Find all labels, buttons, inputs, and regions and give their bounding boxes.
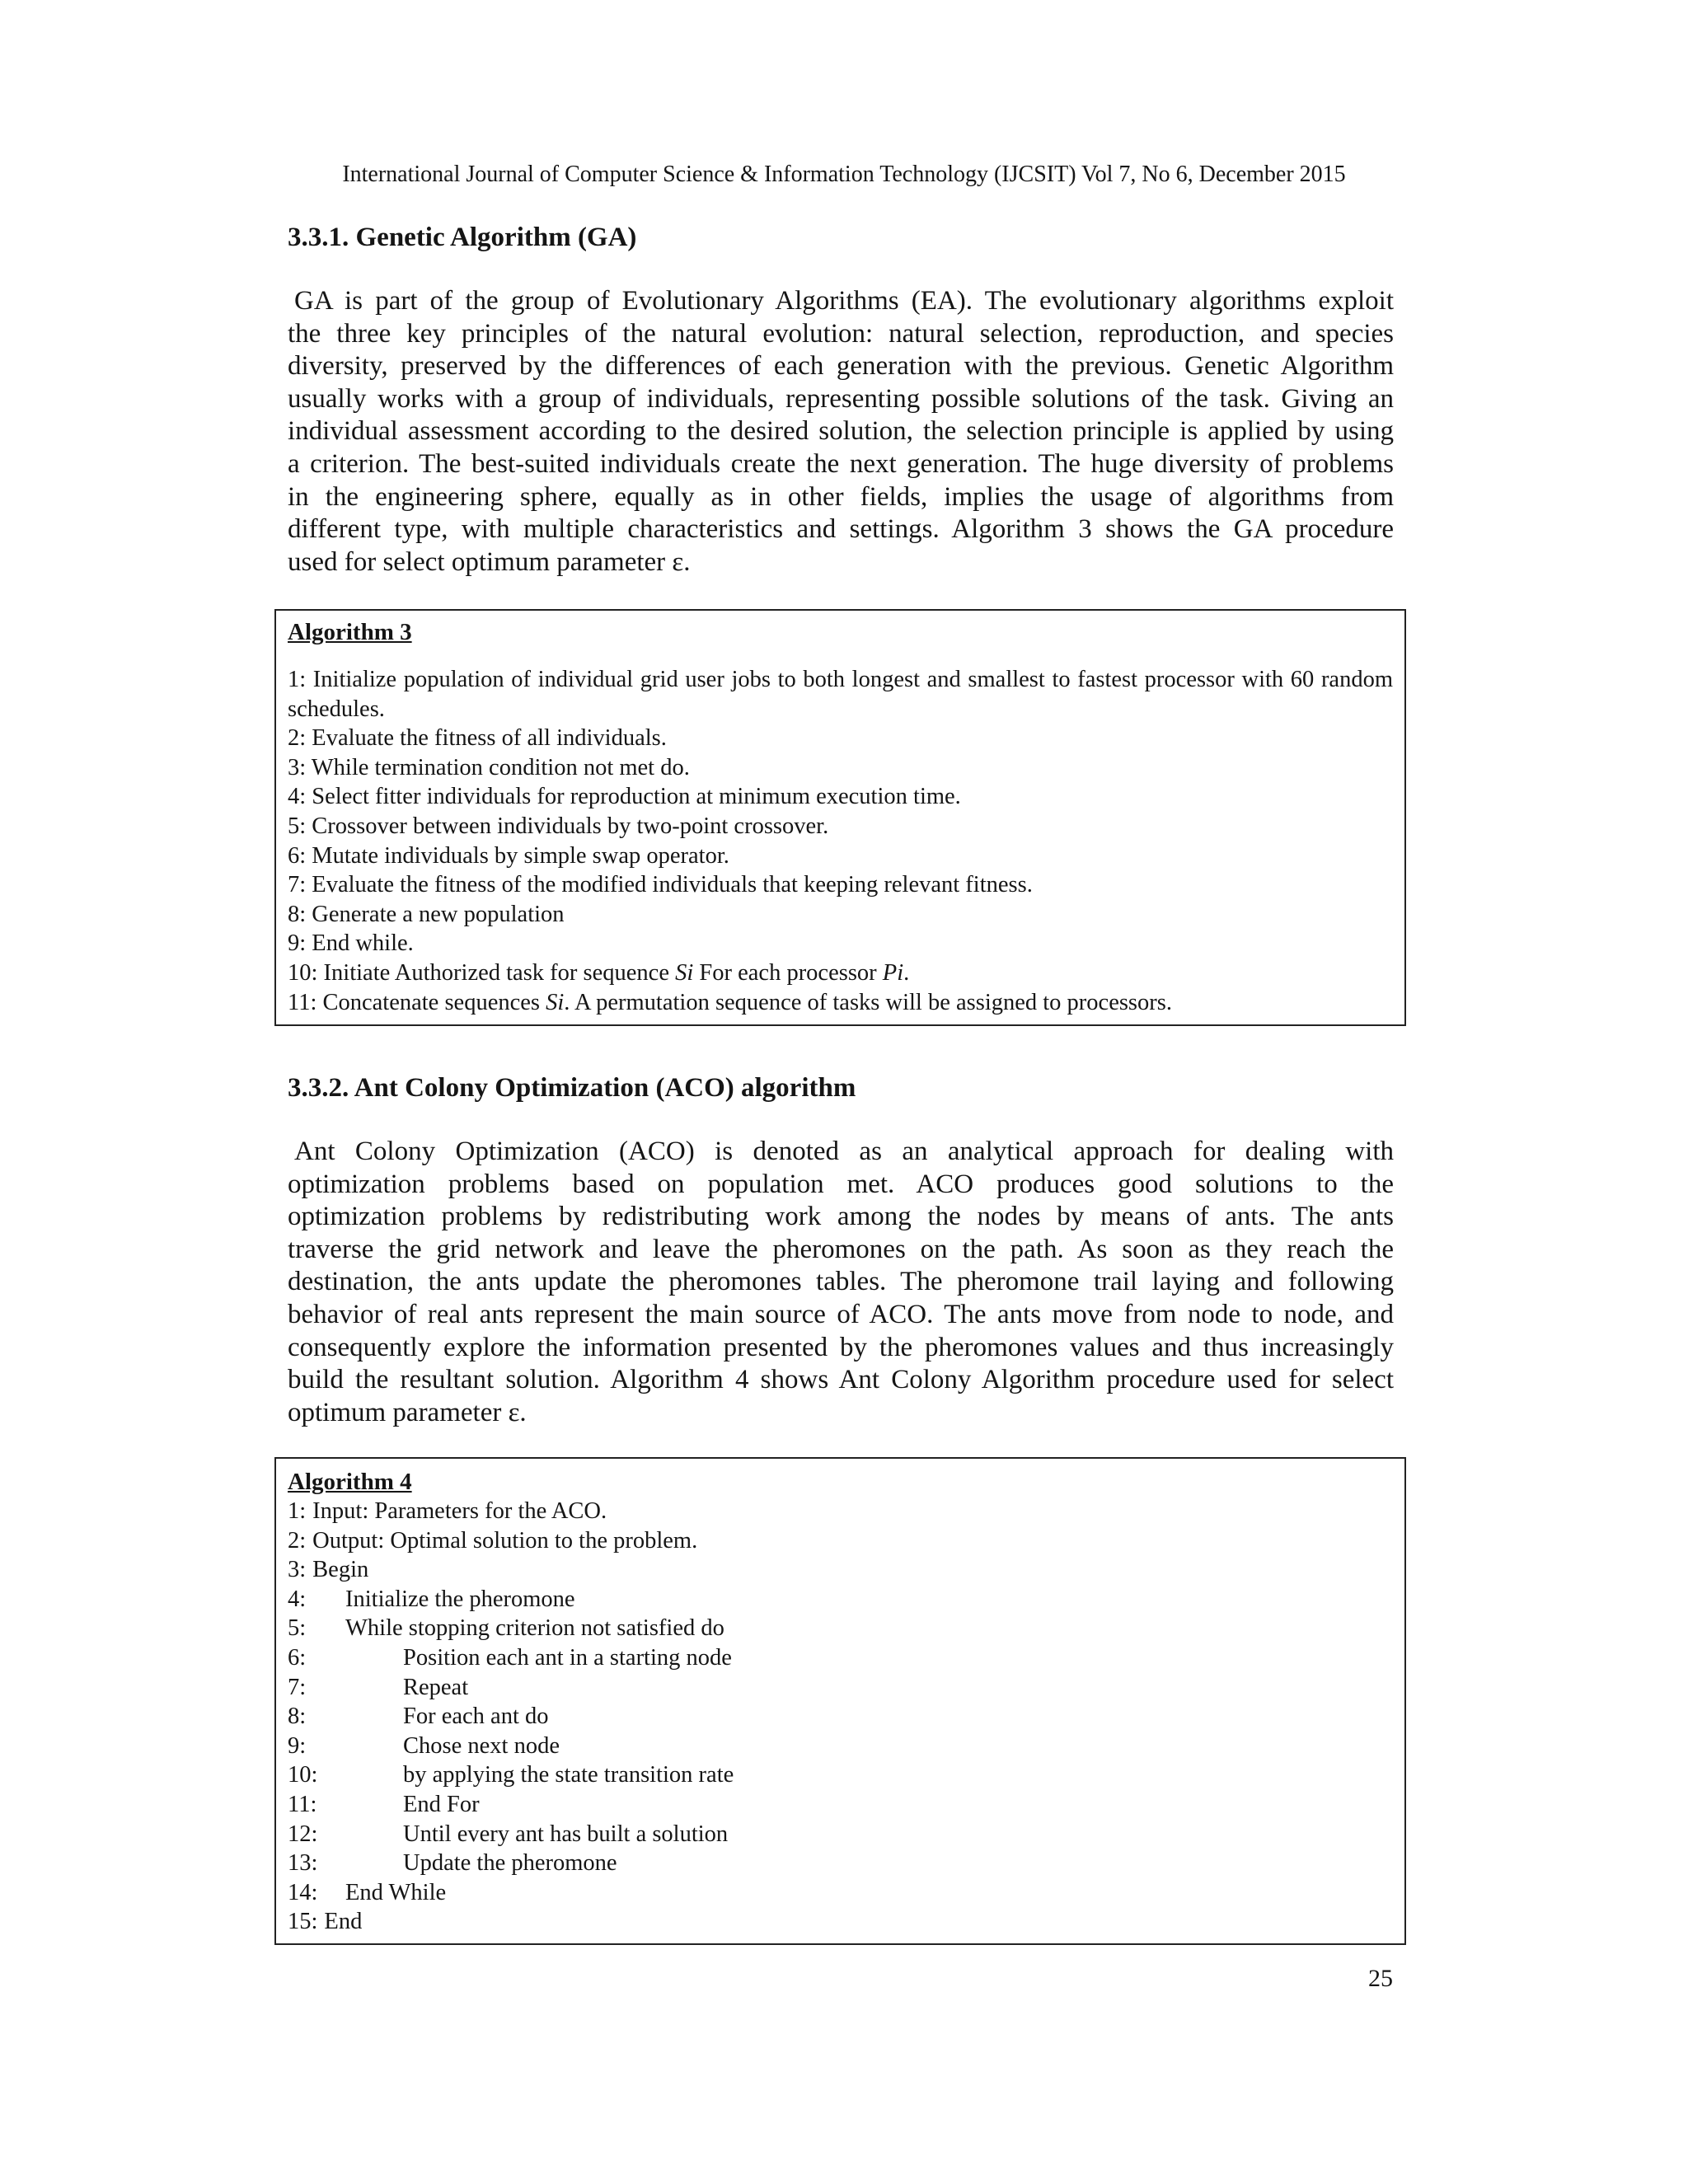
algorithm-3-title: Algorithm 3 (288, 619, 412, 645)
algorithm-3-step: 7: Evaluate the fitness of the modified individuals that keeping relevant fitness. (288, 872, 1033, 898)
paragraph-line: different type, with multiple characteristics and settings. Algorithm 3 shows the GA procedure (288, 514, 1394, 545)
paragraph-line: traverse the grid network and leave the pheromones on the path. As soon as they reach the (288, 1234, 1394, 1264)
step-number: 6: (288, 1644, 307, 1671)
paragraph-line: individual assessment according to the desired solution, the selection principle is applied by using (288, 416, 1394, 447)
step-text: Chose next node (403, 1732, 560, 1759)
algorithm-3-step: 4: Select fitter individuals for reproduction at minimum execution time. (288, 784, 961, 810)
step-text: Position each ant in a starting node (403, 1644, 732, 1671)
paragraph-line: used for select optimum parameter ε. (288, 546, 691, 577)
algorithm-4-step (288, 1526, 1393, 1556)
algorithm-4-step (288, 1878, 1393, 1908)
paragraph-line: consequently explore the information presented by the pheromones values and thus increasingly (288, 1332, 1394, 1362)
algorithm-4-title: Algorithm 4 (288, 1469, 412, 1495)
paragraph-line: usually works with a group of individuals, representing possible solutions of the task. Giving an (288, 383, 1394, 414)
algorithm-4-step (288, 1760, 1393, 1790)
step-text: End While (345, 1879, 447, 1905)
algorithm-4-step (288, 1555, 1393, 1585)
step-number: 7: (288, 1674, 307, 1700)
step-number: 13: (288, 1850, 318, 1877)
step-text: Update the pheromone (403, 1850, 617, 1877)
step-number: 8: (288, 1704, 307, 1730)
step-text: Initialize the pheromone (345, 1586, 575, 1612)
step-number: 3: (288, 1557, 307, 1583)
page-number: 25 (1368, 1965, 1393, 1992)
section-title-aco: 3.3.2. Ant Colony Optimization (ACO) algorithm (288, 1073, 856, 1103)
step-number: 4: (288, 1586, 307, 1612)
algorithm-3-step: 6: Mutate individuals by simple swap operator. (288, 842, 729, 869)
section-title-ga: 3.3.1. Genetic Algorithm (GA) (288, 223, 637, 252)
algorithm-4-step (288, 1820, 1393, 1849)
step-text: While stopping criterion not satisfied do (345, 1615, 724, 1642)
paragraph-line: in the engineering sphere, equally as in other fields, implies the usage of algorithms from (288, 481, 1394, 512)
step-number: 1: (288, 1498, 307, 1524)
algorithm-4-step (288, 1585, 1393, 1615)
paragraph-line: optimization problems based on population met. ACO produces good solutions to the (288, 1169, 1394, 1199)
algorithm-3-step: 8: Generate a new population (288, 901, 565, 927)
paragraph-line: diversity, preserved by the differences of each generation with the previous. Genetic Algorithm (288, 351, 1394, 382)
step-text: Begin (312, 1557, 369, 1583)
algorithm-4-step (288, 1643, 1393, 1673)
algorithm-4-step (288, 1907, 1393, 1937)
journal-header: International Journal of Computer Science & Information Technology (IJCSIT) Vol 7, No 6, December 2015 (342, 162, 1346, 187)
algorithm-4-step (288, 1673, 1393, 1703)
step-text: Repeat (403, 1674, 469, 1700)
step-number: 5: (288, 1615, 307, 1642)
step-number: 15: (288, 1909, 318, 1935)
step-number: 11: (288, 1791, 317, 1817)
step-number: 2: (288, 1527, 307, 1554)
step-text: End (324, 1909, 363, 1935)
paragraph-line: optimum parameter ε. (288, 1397, 527, 1427)
algorithm-3-step: 3: While termination condition not met do. (288, 754, 690, 780)
step-text: Output: Optimal solution to the problem. (312, 1527, 698, 1554)
paragraph-line: Ant Colony Optimization (ACO) is denoted as an analytical approach for dealing with (294, 1137, 1394, 1166)
algorithm-3-step: 5: Crossover between individuals by two-point crossover. (288, 813, 829, 839)
algorithm-4-step (288, 1497, 1393, 1526)
algorithm-3-box (274, 609, 1406, 1026)
algorithm-3-step-10: 10: Initiate Authorized task for sequence Si For each processor Pi. (288, 959, 910, 986)
paragraph-line: GA is part of the group of Evolutionary Algorithms (EA). The evolutionary algorithms exploit (294, 286, 1394, 316)
step-number: 14: (288, 1879, 318, 1905)
algorithm-4-box (274, 1457, 1406, 1945)
paragraph-line: a criterion. The best-suited individuals create the next generation. The huge diversity of problems (288, 448, 1394, 479)
step-number: 10: (288, 1762, 318, 1788)
step-text: Input: Parameters for the ACO. (312, 1498, 607, 1524)
algorithm-4-step (288, 1614, 1393, 1643)
algorithm-3-step-1: 1: Initialize population of individual grid user jobs to both longest and smallest to fastest processor with 60 random schedules. (288, 667, 1393, 722)
step-number: 12: (288, 1821, 318, 1847)
paragraph-aco (288, 1136, 1394, 1429)
algorithm-3-step-11: 11: Concatenate sequences Si. A permutation sequence of tasks will be assigned to processors. (288, 989, 1172, 1015)
algorithm-4-step (288, 1849, 1393, 1878)
step-text: Until every ant has built a solution (403, 1821, 729, 1847)
paragraph-line: build the resultant solution. Algorithm 4 shows Ant Colony Algorithm procedure used for select (288, 1365, 1394, 1395)
algorithm-4-step (288, 1790, 1393, 1820)
paragraph-line: the three key principles of the natural evolution: natural selection, reproduction, and species (288, 318, 1394, 349)
algorithm-3-step: 2: Evaluate the fitness of all individuals. (288, 725, 667, 752)
algorithm-3-step: 9: End while. (288, 930, 414, 957)
step-text: End For (403, 1791, 480, 1817)
step-text: For each ant do (403, 1704, 549, 1730)
paragraph-ga (288, 285, 1394, 579)
paragraph-line: behavior of real ants represent the main source of ACO. The ants move from node to node, and (288, 1299, 1394, 1329)
algorithm-4-step (288, 1702, 1393, 1732)
step-text: by applying the state transition rate (403, 1762, 734, 1788)
paragraph-line: destination, the ants update the pheromones tables. The pheromone trail laying and following (288, 1267, 1394, 1297)
algorithm-4-step (288, 1732, 1393, 1761)
paragraph-line: optimization problems by redistributing work among the nodes by means of ants. The ants (288, 1202, 1394, 1232)
step-number: 9: (288, 1732, 307, 1759)
